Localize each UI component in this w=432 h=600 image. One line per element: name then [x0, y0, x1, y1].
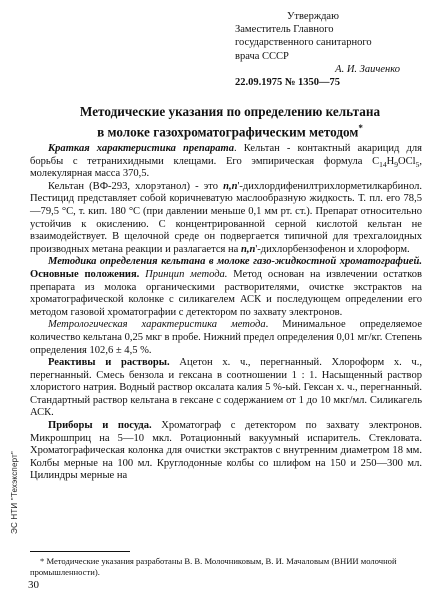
method-text: Метод основан на извлечении остатков препарата из молока органическими растворителями, очистке экстрактов на хроматографической колонке с силикагелем АСК и последующем определении его методом газовой хроматографии с детектором по захвату электронов. [30, 268, 422, 318]
paragraph-keltan-properties [30, 181, 422, 257]
approval-position-line-2: государственного санитарного [235, 37, 372, 49]
approval-block [235, 10, 420, 89]
footnote-divider [30, 551, 130, 552]
metrology-text: . Минимальное определяемое количество кельтана 0,25 мкг в пробе. Нижний предел определения 0,01 мг/кг. Степень определения 102,6 ± 4,5 %. [30, 319, 423, 356]
brief-text-2: H [386, 155, 395, 167]
approval-date-number: 22.09.1975 № 1350—75 [235, 77, 341, 89]
footnote-text: Методические указания разработаны В. В. Молочниковым, В. И. Мачаловым (ВНИИ молочной промышленности). [30, 556, 397, 577]
approval-position-line-3: врача СССР [235, 50, 289, 62]
keltan-chem-prefix-2: n,n [240, 243, 256, 255]
devices-text: Хроматограф с детектором по захвату электронов. Микрошприц на 5—10 мкл. Ротационный вакуумный испаритель. Стекловата. Хроматографическая колонка для очистки экстрактов с внутренним диаметром 18 мм. Колбы мерные на 100 мл. Круглодонные колбы со шлифом на 150 и 250—300 мл. Цилиндры мерные на [30, 420, 422, 482]
heading-devices: Приборы и посуда. [48, 420, 152, 432]
document-title-line-2: в молоке газохроматографическим методом [97, 124, 359, 140]
document-title [40, 104, 420, 140]
footnote-mark: * [40, 556, 45, 566]
keltan-text-3: '-дихлорбензофенон и хлороформ. [255, 243, 410, 255]
keltan-text-2: '-дихлордифенилтрихлорметилкарбинол. Пестицид представляет собой коричневатую маслообразную жидкость. Т. пл. его 78,5—79,5 °С, т. кип. 180 °С (при давлении меньше 0,1 мм рт. ст.). Препарат относительно устойчив к окислению. С концентрированной серной кислотой кельтан не взаимодействует. В щелочной среде он подвергается типичной для трехгалоидных производных метана реакции и разлагается на [30, 180, 422, 255]
footnote [30, 556, 422, 578]
paragraph-devices [30, 420, 422, 483]
heading-method: Методика определения кельтана в молоке газо-жидкостной хроматографией. [48, 256, 422, 268]
approval-title: Утверждаю [287, 11, 339, 22]
keltan-text-1: Кельтан (ВФ-293, хлорэтанол) - это [48, 180, 224, 192]
paragraph-metrology [30, 319, 422, 357]
approval-signatory: А. И. Заиченко [335, 63, 400, 75]
paragraph-brief-characteristic [30, 143, 422, 181]
document-title-line-1: Методические указания по определению кельтана [79, 104, 381, 119]
brief-text-1: . Кельтан - контактный акарицид для борьбы с тетранихидными клещами. Его эмпирическая формула C [30, 143, 422, 167]
heading-basics: Основные положения. [30, 268, 140, 280]
paragraph-method [30, 256, 422, 319]
approval-position-line-1: Заместитель Главного [235, 24, 334, 36]
heading-brief-characteristic: Краткая характеристика препарата [48, 143, 235, 154]
paragraph-reagents [30, 357, 422, 420]
formula-sub-h: 9 [394, 159, 399, 169]
heading-reagents: Реактивы и растворы. [48, 357, 170, 369]
document-body [30, 143, 422, 483]
formula-sub-cl: 5 [415, 159, 420, 169]
document-title-footnote-mark: * [358, 123, 363, 133]
formula-sub-c: 14 [379, 159, 387, 169]
page-number: 30 [28, 579, 39, 591]
brief-text-4: , молекулярная масса 370,5. [30, 155, 422, 180]
keltan-chem-prefix-1: n,n [223, 180, 238, 192]
heading-principle: Принцип метода. [139, 268, 228, 280]
side-stamp: ЭС НТИ "Техэксперт" [10, 451, 19, 534]
heading-metrology: Метрологическая характеристика метода [48, 319, 266, 331]
footnote-paragraph [30, 556, 422, 578]
brief-text-3: OCl [398, 155, 416, 167]
reagents-text: Ацетон х. ч., перегнанный. Хлороформ х. ч., перегнанный. Смесь бензола и гексана в соотношении 1 : 1. Насыщенный раствор хлористого натрия. Водный раствор оксалата калия 5 %-ый. Гексан х. ч., перегнанный. Стандартный раствор кельтана в гексане с содержанием от 1 до 10 мкг/мл. Силикагель АСК. [30, 357, 422, 419]
